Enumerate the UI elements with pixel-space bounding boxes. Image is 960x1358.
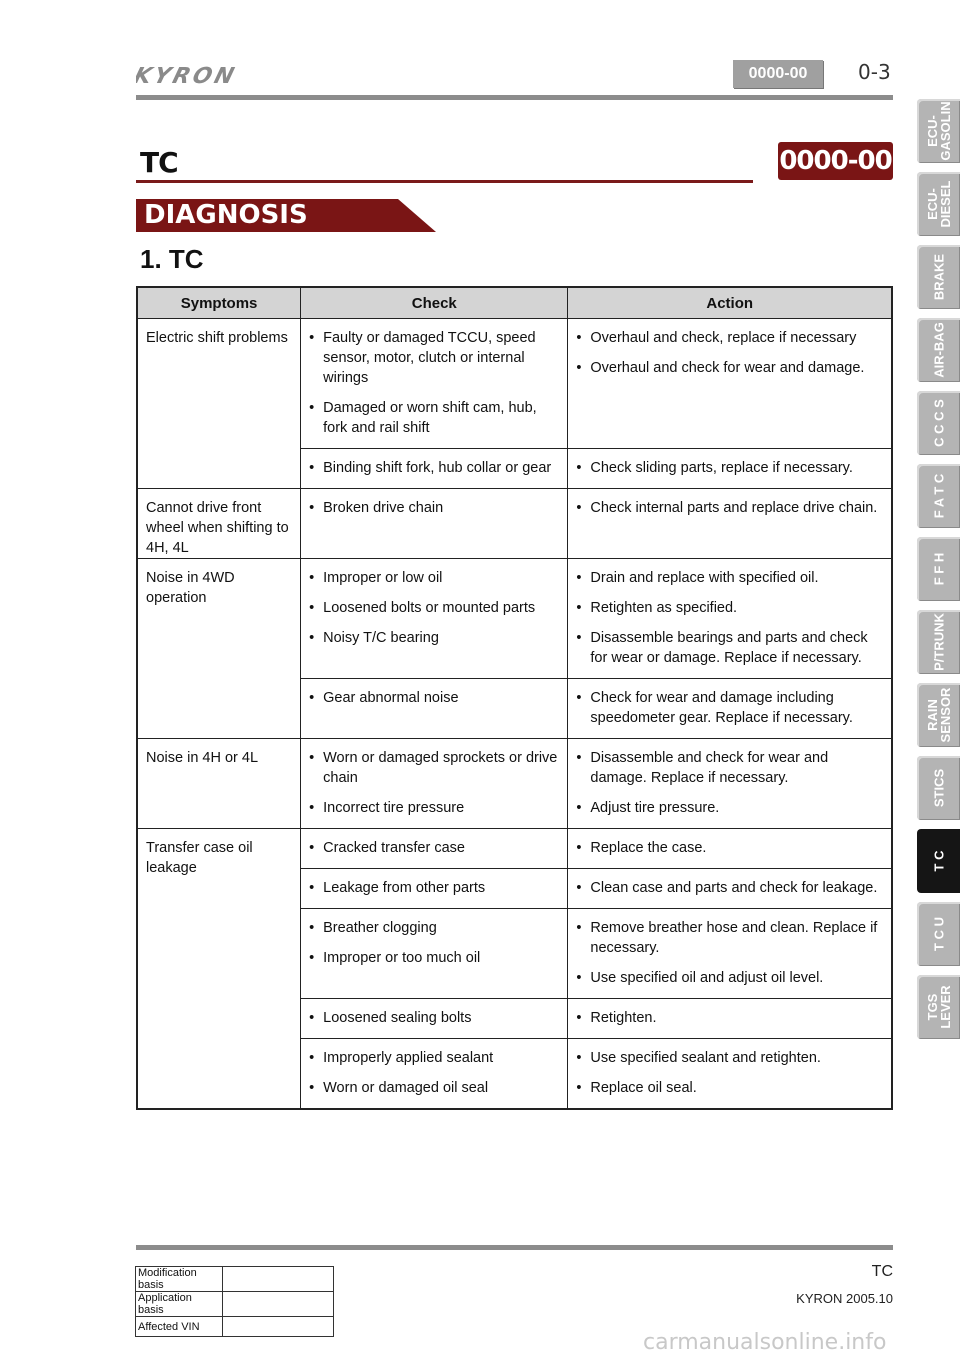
action-item [576, 568, 883, 588]
action-text: Use specified oil and adjust oil level. [590, 970, 824, 986]
check-text: Faulty or damaged TCCU, speed sensor, motor, clutch or internal wirings [323, 330, 536, 386]
check-cell [301, 489, 568, 559]
check-item [309, 498, 559, 518]
side-tab[interactable] [917, 756, 960, 820]
check-item [309, 458, 559, 478]
bullet-icon: • [309, 840, 315, 856]
symptom-cell: Noise in 4WD operation [137, 559, 301, 739]
side-tab-label: STICS [931, 768, 946, 808]
bullet-icon: • [309, 500, 315, 516]
bullet-icon: • [309, 950, 315, 966]
side-tab[interactable] [917, 975, 960, 1039]
bullet-icon: • [576, 360, 582, 376]
check-item [309, 568, 559, 588]
action-text: Replace the case. [590, 840, 707, 856]
side-tab[interactable] [917, 391, 960, 455]
page-number: 0-3 [858, 60, 891, 84]
check-item [309, 948, 559, 968]
side-tab-label: T C [931, 850, 946, 872]
bottom-divider [136, 1245, 893, 1250]
bullet-icon: • [576, 500, 582, 516]
action-item [576, 598, 883, 618]
action-text: Check for wear and damage including speedometer gear. Replace if necessary. [590, 690, 853, 726]
check-text: Improper or low oil [323, 570, 443, 586]
header-action: Action [568, 287, 892, 319]
check-cell [301, 1039, 568, 1110]
action-cell [568, 739, 892, 829]
side-tab[interactable] [917, 172, 960, 236]
action-item [576, 968, 883, 988]
side-tab-label: RAIN SENSOR [924, 687, 953, 743]
bullet-icon: • [576, 970, 582, 986]
check-text: Worn or damaged sprockets or drive chain [323, 750, 558, 786]
action-text: Adjust tire pressure. [590, 800, 720, 816]
check-item [309, 1008, 559, 1028]
check-cell [301, 739, 568, 829]
action-text: Retighten. [590, 1010, 657, 1026]
bullet-icon: • [576, 1010, 582, 1026]
action-item [576, 358, 883, 378]
check-item [309, 748, 559, 788]
mod-label: Application basis [136, 1292, 223, 1317]
check-item [309, 1078, 559, 1098]
check-item [309, 598, 559, 618]
side-tab-label: ECU- GASOLIN [924, 101, 953, 161]
diagnosis-banner [136, 199, 436, 232]
side-tab-label: BRAKE [931, 253, 946, 301]
symptom-cell: Transfer case oil leakage [137, 829, 301, 1110]
bullet-icon: • [309, 1080, 315, 1096]
action-cell [568, 999, 892, 1039]
side-tab[interactable] [917, 902, 960, 966]
check-cell [301, 449, 568, 489]
table-header-row [137, 287, 892, 319]
table-row [137, 489, 892, 559]
action-cell [568, 449, 892, 489]
action-item [576, 498, 883, 518]
action-item [576, 1008, 883, 1028]
action-text: Clean case and parts and check for leakage. [590, 880, 878, 896]
bullet-icon: • [576, 570, 582, 586]
check-item [309, 688, 559, 708]
section-divider [136, 180, 753, 183]
action-cell [568, 869, 892, 909]
bullet-icon: • [309, 630, 315, 646]
header-symptoms: Symptoms [137, 287, 301, 319]
action-item [576, 798, 883, 818]
mod-value [223, 1267, 334, 1292]
check-cell [301, 869, 568, 909]
bullet-icon: • [309, 1050, 315, 1066]
side-tab-label: P/TRUNK [931, 613, 946, 671]
action-text: Check internal parts and replace drive chain. [590, 500, 878, 516]
bullet-icon: • [576, 1050, 582, 1066]
mod-row [136, 1292, 334, 1317]
top-divider [136, 95, 893, 100]
footer-doc-version: KYRON 2005.10 [796, 1291, 893, 1306]
bullet-icon: • [576, 690, 582, 706]
side-tab-label: TGS LEVER [924, 985, 953, 1029]
check-cell [301, 679, 568, 739]
bullet-icon: • [309, 400, 315, 416]
action-cell [568, 319, 892, 449]
action-text: Overhaul and check for wear and damage. [590, 360, 865, 376]
action-text: Retighten as specified. [590, 600, 738, 616]
mod-row [136, 1267, 334, 1292]
check-text: Improperly applied sealant [323, 1050, 494, 1066]
mod-label: Affected VIN [136, 1317, 223, 1337]
action-cell [568, 679, 892, 739]
mod-label: Modification basis [136, 1267, 223, 1292]
mod-value [223, 1317, 334, 1337]
side-tab[interactable] [917, 683, 960, 747]
action-item [576, 838, 883, 858]
action-item [576, 328, 883, 348]
bullet-icon: • [576, 880, 582, 896]
check-text: Loosened bolts or mounted parts [323, 600, 536, 616]
side-tab[interactable] [917, 99, 960, 163]
action-item [576, 748, 883, 788]
check-item [309, 878, 559, 898]
bullet-icon: • [309, 600, 315, 616]
action-cell [568, 489, 892, 559]
bullet-icon: • [309, 880, 315, 896]
header-code-badge: 0000-00 [733, 60, 823, 88]
action-text: Drain and replace with specified oil. [590, 570, 819, 586]
check-text: Cracked transfer case [323, 840, 465, 856]
check-item [309, 328, 559, 388]
side-tab[interactable] [917, 245, 960, 309]
side-tab[interactable] [917, 464, 960, 528]
check-cell [301, 319, 568, 449]
action-text: Remove breather hose and clean. Replace if necessary. [590, 920, 878, 956]
kyron-logo [136, 62, 286, 88]
action-item [576, 688, 883, 728]
bullet-icon: • [576, 750, 582, 766]
bullet-icon: • [309, 570, 315, 586]
action-item [576, 628, 883, 668]
check-cell [301, 999, 568, 1039]
check-text: Improper or too much oil [323, 950, 481, 966]
bullet-icon: • [309, 800, 315, 816]
bullet-icon: • [576, 330, 582, 346]
bullet-icon: • [576, 840, 582, 856]
check-text: Gear abnormal noise [323, 690, 459, 706]
check-item [309, 798, 559, 818]
table-body [137, 319, 892, 1110]
kyron-logo-text: KYRON [136, 63, 240, 88]
side-tab-label: ECU- DIESEL [924, 180, 953, 228]
bullet-icon: • [576, 600, 582, 616]
check-item [309, 628, 559, 648]
side-tab-label: AIR-BAG [931, 322, 946, 378]
check-item [309, 1048, 559, 1068]
symptom-cell: Noise in 4H or 4L [137, 739, 301, 829]
check-text: Damaged or worn shift cam, hub, fork and rail shift [323, 400, 537, 436]
mod-row [136, 1317, 334, 1337]
check-item [309, 398, 559, 438]
check-item [309, 838, 559, 858]
bullet-icon: • [576, 1080, 582, 1096]
action-item [576, 878, 883, 898]
action-item [576, 918, 883, 958]
action-text: Disassemble and check for wear and damage. Replace if necessary. [590, 750, 829, 786]
table-row [137, 739, 892, 829]
action-item [576, 1048, 883, 1068]
side-tab-label: T C U [931, 917, 946, 951]
diagnosis-table [136, 286, 893, 1110]
kyron-logo-mark [136, 62, 286, 88]
side-tab[interactable] [917, 537, 960, 601]
side-tab-label: F F H [931, 552, 946, 586]
side-tab[interactable] [917, 318, 960, 382]
check-cell [301, 909, 568, 999]
side-tab-label: F A T C [931, 473, 946, 519]
action-text: Replace oil seal. [590, 1080, 697, 1096]
check-item [309, 918, 559, 938]
check-text: Breather clogging [323, 920, 437, 936]
action-text: Disassemble bearings and parts and check for wear or damage. Replace if necessary. [590, 630, 868, 666]
check-text: Noisy T/C bearing [323, 630, 439, 646]
check-text: Broken drive chain [323, 500, 444, 516]
bullet-icon: • [576, 920, 582, 936]
action-cell [568, 1039, 892, 1110]
table-row [137, 829, 892, 869]
side-tab[interactable] [917, 829, 960, 893]
footer-section-name: TC [871, 1263, 893, 1280]
table-row [137, 559, 892, 679]
check-cell [301, 559, 568, 679]
diagnosis-banner-text: DIAGNOSIS [144, 200, 308, 230]
bullet-icon: • [309, 330, 315, 346]
action-text: Use specified sealant and retighten. [590, 1050, 821, 1066]
check-text: Loosened sealing bolts [323, 1010, 472, 1026]
action-item [576, 458, 883, 478]
mod-value [223, 1292, 334, 1317]
action-text: Overhaul and check, replace if necessary [590, 330, 857, 346]
side-tab[interactable] [917, 610, 960, 674]
action-cell [568, 559, 892, 679]
bullet-icon: • [309, 690, 315, 706]
action-item [576, 1078, 883, 1098]
bullet-icon: • [576, 630, 582, 646]
symptom-cell: Cannot drive front wheel when shifting to 4H, 4L [137, 489, 301, 559]
check-cell [301, 829, 568, 869]
bullet-icon: • [309, 920, 315, 936]
bullet-icon: • [576, 460, 582, 476]
side-tab-label: C C C S [931, 399, 946, 447]
sub-heading: 1. TC [140, 244, 204, 274]
bullet-icon: • [309, 750, 315, 766]
action-cell [568, 909, 892, 999]
section-code-badge: 0000-00 [778, 142, 893, 180]
section-title: TC [140, 146, 178, 179]
check-text: Binding shift fork, hub collar or gear [323, 460, 552, 476]
check-text: Leakage from other parts [323, 880, 486, 896]
bullet-icon: • [576, 800, 582, 816]
bullet-icon: • [309, 460, 315, 476]
action-cell [568, 829, 892, 869]
modification-table [135, 1266, 334, 1337]
header-check: Check [301, 287, 568, 319]
check-text: Worn or damaged oil seal [323, 1080, 489, 1096]
watermark: carmanualsonline.info [643, 1330, 887, 1355]
action-text: Check sliding parts, replace if necessary. [590, 460, 853, 476]
symptom-cell: Electric shift problems [137, 319, 301, 489]
check-text: Incorrect tire pressure [323, 800, 465, 816]
table-row [137, 319, 892, 449]
bullet-icon: • [309, 1010, 315, 1026]
